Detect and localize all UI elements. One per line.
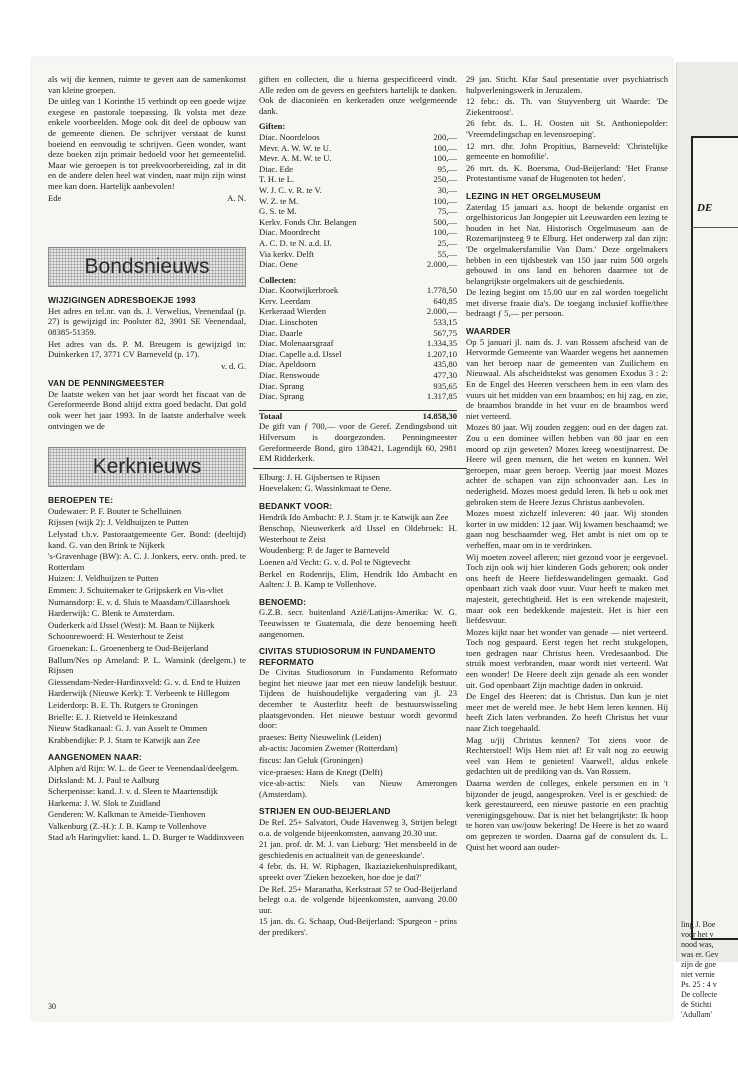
list-item: Ballum/Nes op Ameland: P. L. Wansink (deelgem.) te Rijssen	[48, 654, 246, 676]
table-row	[259, 227, 457, 238]
paragraph: G.Z.B. secr. buitenland Azië/Latijns-Amerika: W. G. Teeuwissen te Guatemala, die deze benoeming heeft aangenomen.	[259, 607, 457, 639]
gift-name: Diac. Noordeloos	[259, 131, 320, 142]
table-row	[259, 359, 457, 370]
table-row	[259, 132, 457, 143]
paragraph: 12 febr.: ds. Th. van Stuyvenberg uit Waarde: 'De Ziekentroost'.	[466, 96, 668, 117]
gift-amount: 100,—	[433, 195, 457, 206]
paragraph: 15 jan. ds. G. Schaap, Oud-Beijerland: 'Spurgeon - prins der predikers'.	[259, 916, 457, 937]
gift-amount: 25,—	[437, 237, 457, 248]
collecte-name: Diac. Kootwijkerbroek	[259, 285, 339, 296]
paragraph: De Engel des Heeren: dat is Christus. Dan kun je niet meer met de wereld mee. Je hebt Hem leren kennen. Hij heeft Zich laten verbranden. Zo heeft Christus het vuur naar Zich toegehaald.	[466, 691, 668, 734]
collecte-name: Diac. Apeldoorn	[259, 359, 316, 370]
collecten-table	[259, 285, 457, 421]
total-row	[259, 410, 457, 421]
adjacent-page-frame	[691, 136, 738, 940]
collecte-name: Diac. Linschoten	[259, 317, 318, 328]
paragraph: 26 febr. ds. L. H. Oosten uit St. Anthoniepolder: 'Vreemdelingschap en levensroeping'.	[466, 118, 668, 139]
paragraph: Mozes moest zichzelf inleveren: 40 jaar. Wij stonden korter in uw midden: 12 jaar. Wij kwamen beschaamd; we gaan nog beschaamder weg. Het ambt is niet om op te verheffen, maar om in te verdrinken.	[466, 508, 668, 550]
table-row	[259, 259, 457, 270]
table-row	[259, 381, 457, 392]
paragraph: De Civitas Studiosorum in Fundamento Reformato begint het nieuwe jaar met een nieuw landelijk bestuur. Tijdens de huishoudelijke vergadering van jl. 23 december te Austerlitz heeft de bestuurswisseling plaatsgevonden. Het nieuwe bestuur wordt gevormd door:	[259, 667, 457, 731]
paragraph: 29 jan. Sticht. Kfar Saul presentatie over psychiatrisch hulpverleningswerk in Jeruzalem.	[466, 74, 668, 95]
total-amount: 14.858,30	[407, 410, 457, 421]
gift-name: T. H. te L.	[259, 174, 295, 185]
paragraph: Wij moeten zoveel afleren; niet gezond voor je eergevoel. Toch zijn ook wij hier kinderen Gods geboren; ook onder ons heeft de Heere liefdeswandelingen gemaakt. God openbaart zich vaak door vuur. Vuur heeft te maken met majesteit, gerechtigheid. Het is een wrekende majesteit, maar ook een bedekkende majesteit. Het is hier een liefdesvuur.	[466, 551, 668, 626]
list-item: Nieuw Stadkanaal: G. J. van Asselt te Ommen	[48, 723, 208, 734]
list-item: Loenen a/d Vecht: G. v. d. Pol te Nigtevecht	[259, 556, 411, 567]
table-row	[259, 285, 457, 296]
collecte-name: Diac. Sprang	[259, 391, 304, 402]
paragraph: Zaterdag 15 januari a.s. hoopt de bekende organist en orgelhistoricus Jan Jongepier uit Leeuwarden een lezing te houden in het Nat. Historisch Orgelmuseum aan de Rozemarijnsteeg 9 te Elburg. Het onderwerp zal dan zijn: 'De orgelmakersfamilie Van Dam.' Deze orgelmakers hebben in een tijdsbestek van 150 jaar ruim 500 orgels gebouwd in ons land en behoren daarmee tot de belangrijkste orgelmakers uit de geschiedenis.	[466, 201, 668, 286]
list-item: Giessendam-Neder-Hardinxveld: G. v. d. End te Huizen	[48, 676, 241, 687]
collecte-amount: 640,85	[433, 295, 457, 306]
list-item: Scherpenisse: kand. J. v. d. Sleen te Maartensdijk	[48, 786, 218, 797]
gift-amount: 250,—	[433, 174, 457, 185]
gift-name: Via kerkv. Delft	[259, 248, 315, 259]
section-heading: AANGENOMEN NAAR:	[48, 752, 142, 763]
gift-name: Mevr. A. M. W. te U.	[259, 153, 332, 164]
list-item: Woudenberg: P. de Jager te Barneveld	[259, 545, 390, 556]
collecte-amount: 935,65	[433, 380, 457, 391]
paragraph: Op 5 januari jl. nam ds. J. van Rossem afscheid van de Hervormde Gemeente van Waarder wegens het aannemen van het beroep naar de gemeenten van Zuilichem en Nieuwaal. Als afscheidstekst was genomen Exodus 3 : 2: En de Engel des Heeren verscheen hem in een vlam des vuurs uit het midden van een braambos; en hij zag, en zie, de braambos brandde in het vuur en de braambos werd niet verteerd.	[466, 336, 668, 421]
column-1	[48, 74, 246, 844]
list-item: fiscus: Jan Geluk (Groningen)	[259, 755, 363, 766]
collecte-amount: 1.207,10	[426, 348, 457, 359]
list-item: Berkel en Rodenrijs, Elim, Hendrik Ido Ambacht en Aalten: J. B. Kamp te Vollenhove.	[259, 568, 457, 590]
list-item: Leiderdorp: B. E. Th. Rutgers te Groningen	[48, 699, 198, 710]
gift-amount: 100,—	[433, 227, 457, 238]
table-row	[259, 249, 457, 260]
paragraph: Het adres van ds. P. M. Breugem is gewijzigd in: Duinkerken 17, 3771 CV Barneveld (p. 17).	[48, 338, 246, 360]
collecte-amount: 1.778,50	[426, 285, 457, 296]
adjacent-page-header: DE	[697, 202, 713, 214]
list-item: Genderen: W. Kalkman te Ameide-Tienhoven	[48, 809, 206, 820]
collecte-amount: 2.000,—	[426, 306, 457, 317]
signature-initials: v. d. G.	[221, 360, 246, 371]
list-heading: Giften:	[259, 121, 286, 132]
table-row	[259, 338, 457, 349]
list-item: Harkema: J. W. Slok te Zuidland	[48, 797, 161, 808]
list-item: Valkenburg (Z.-H.): J. B. Kamp te Vollenhove	[48, 820, 207, 831]
paragraph: Daarna werden de colleges, enkele personen en in 't bijzonder de jeugd, aangesproken. Veel is er geschied: de kerk gerestaureerd, een nieuwe pastorie en een prachtig verenigingsgebouw. Dat is niet het belangrijkste: Ik hoop te horen van uw/jouw bekering! De Heere is het zo waard om geprezen te worden. Daarna gaf de consulent ds. L. Quist het woord aan ouder-	[466, 778, 668, 852]
gift-amount: 500,—	[433, 216, 457, 227]
list-item: vice-ab-actis: Niels van Nieuw Amerongen (Amsterdam).	[259, 778, 457, 799]
collecte-name: Kerkeraad Wierden	[259, 306, 327, 317]
section-banner-kerknieuws	[48, 447, 246, 487]
list-item: Ouderkerk a/d IJssel (West): M. Baan te Nijkerk	[48, 619, 215, 630]
collecte-amount: 1.334,35	[426, 338, 457, 349]
gift-amount: 100,—	[433, 153, 457, 164]
gift-name: G. S. te M.	[259, 206, 297, 217]
table-row	[259, 217, 457, 228]
list-item: Huizen: J. Veldhuijzen te Putten	[48, 573, 159, 584]
list-item: Emmen: J. Schuitemaker te Grijpskerk en Vis-vliet	[48, 585, 224, 595]
paragraph: 26 mrt. ds. K. Boersma, Oud-Beijerland: 'Het Franse Protestantisme vanaf de Hugenoten tot heden'.	[466, 162, 668, 184]
giften-table	[259, 132, 457, 270]
gift-amount: 100,—	[433, 142, 457, 153]
list-item: Krabbendijke: P. J. Stam te Katwijk aan Zee	[48, 734, 201, 745]
table-row	[259, 296, 457, 307]
gift-amount: 75,—	[437, 206, 457, 217]
section-heading: WAARDER	[466, 326, 511, 337]
collecte-name: Diac. Renswoude	[259, 370, 320, 381]
table-row	[259, 370, 457, 381]
paragraph: Mozes kijkt naar het wonder van genade — niet verteerd. Toch nog gespaard. Eerst tegen het recht stukgelopen, toen gedragen naar Christus heen. Vredesaanbod. Die struik moest verbranden, maar wordt niet verteerd. Wat een wonder! De Heere deelt zijn genade als een wonder uit. God openbaart Zijn machtige daden in onkruid.	[466, 626, 668, 690]
gift-name: Kerkv. Fonds Chr. Belangen	[259, 216, 357, 227]
list-item: Rijssen (wijk 2): J. Veldhuijzen te Putten	[48, 517, 189, 528]
section-banner-bondsnieuws	[48, 247, 246, 287]
list-item: Oudewater: P. F. Bouter te Schelluinen	[48, 505, 182, 516]
section-heading: WIJZIGINGEN ADRESBOEKJE 1993	[48, 295, 196, 306]
gift-name: W. J. C. v. R. te V.	[259, 184, 322, 195]
collecte-amount: 477,30	[433, 370, 457, 381]
list-item: Alphen a/d Rijn: W. L. de Geer te Veenendaal/deelgem.	[48, 762, 239, 773]
table-row	[259, 174, 457, 185]
list-item: Harderwijk (Nieuwe Kerk): T. Verbeenk te Hillegom	[48, 688, 230, 699]
paragraph: Mozes 80 jaar. Wij zouden zeggen: oud en der dagen zat. Zou u een dominee willen hebben van 80 jaar en een moord op zijn geweten? Mozes kreeg woestijnarrest. De Heere wil geen mensen, die het weten en kunnen. Wel geroepen, maar geen beroep. Veertig jaar moest Mozes achter de schapen van zijn schoonvader aan. Les in nederigheid. Mozes moest geduld leren. Ik heb u ook met gebroken stem de Heere Jezus Christus aanbevolen.	[466, 422, 668, 507]
list-item: 's-Gravenhage (BW): A. C. J. Jonkers, eerv. onth. pred. te Rotterdam	[48, 551, 246, 572]
collecte-amount: 533,15	[433, 317, 457, 328]
column-2	[259, 74, 457, 939]
list-item: Lelystad t.b.v. Pastoraatgemeente Ger. Bond: (deeltijd) kand. G. van den Brink te Nijkerk	[48, 529, 246, 550]
table-row	[259, 306, 457, 317]
table-row	[259, 196, 457, 207]
collecte-name: Diac. Capelle a.d. IJssel	[259, 348, 342, 359]
collecte-amount: 567,75	[433, 327, 457, 338]
section-heading: BEROEPEN TE:	[48, 495, 114, 506]
table-row	[259, 317, 457, 328]
gift-amount: 55,—	[437, 248, 457, 259]
list-item: Benschop, Nieuwerkerk a/d IJssel en Oldebroek: H. Westerhout te Zeist	[259, 523, 457, 544]
paragraph: Het adres en tel.nr. van ds. J. Verwelius, Veenendaal (p. 27) is gewijzigd in: Poolster 82, 3901 SE Veenendaal, 08385-51359.	[48, 305, 246, 337]
section-heading: LEZING IN HET ORGELMUSEUM	[466, 190, 601, 201]
paragraph: De Ref. 25+ Salvatori, Oude Havenweg 3, Strijen belegt o.a. de volgende bijeenkomsten, aanvang 20.30 uur.	[259, 817, 457, 838]
paragraph: giften en collecten, die u hierna gespecificeerd vindt. Alle reden om de gevers en geefsters hartelijk te danken. Ook de diaconieën en kerkeraden onze welgemeende dank.	[259, 74, 457, 116]
section-heading: STRIJEN EN OUD-BEIJERLAND	[259, 806, 391, 817]
paragraph: 21 jan. prof. dr. M. J. van Lieburg: 'Het mensbeeld in de geschiedenis en actualiteit van de geneeskunde'.	[259, 839, 457, 860]
section-heading: BEDANKT VOOR:	[259, 500, 333, 511]
gift-amount: 30,—	[437, 184, 457, 195]
list-item: vice-praeses: Hans de Knegt (Delft)	[259, 766, 383, 777]
paragraph: De gift van ƒ 700,— voor de Geref. Zendingsbond uit Hilversum is doorgezonden. Penningmeester Gereformeerde Bond, giro 138421, Lagendijk 60, 2981 EM Ridderkerk.	[259, 421, 457, 464]
gift-name: A. C. D. te N. a.d. IJ.	[259, 237, 332, 248]
paragraph: De laatste weken van het jaar wordt het fiscaat van de Gereformeerde Bond altijd extra goed bedacht. Dat gold ook weer het jaar 1993. In de laatste anderhalve week ontvingen we de	[48, 388, 246, 431]
gift-name: Diac. Moordrecht	[259, 227, 321, 238]
gift-amount: 200,—	[433, 131, 457, 142]
paragraph: Mag u/jij Christus kennen? Tot ziens voor de Rechterstoel! Wijs Hem niet af! Er valt nog zo eeuwig veel van Hem te genieten! Vaarwel!, aldus enkele gedachten uit de prediking van ds. Van Rossem.	[466, 734, 668, 777]
gift-name: Diac. Ede	[259, 163, 293, 174]
collecte-name: Diac. Sprang	[259, 380, 304, 391]
page-number: 30	[48, 1002, 56, 1011]
list-item: Stad a/h Haringvliet: kand. L. D. Burger te Waddinxveen	[48, 832, 244, 843]
list-item: Brielle: E. J. Rietveld te Heinkeszand	[48, 711, 178, 722]
table-row	[259, 153, 457, 164]
collecte-amount: 435,80	[433, 359, 457, 370]
gift-name: W. Z. te M.	[259, 195, 299, 206]
signature-initials: A. N.	[227, 192, 246, 203]
list-item: Elburg: J. H. Gijsbertsen te Rijssen	[259, 471, 380, 482]
column-3	[466, 74, 668, 853]
section-heading: VAN DE PENNINGMEESTER	[48, 378, 165, 389]
divider	[253, 468, 467, 469]
list-item: Dirksland: M. J. Paul te Aalburg	[48, 774, 160, 785]
section-heading: BENOEMD:	[259, 596, 307, 607]
banner-title: Bondsnieuws	[84, 254, 210, 278]
gift-amount: 95,—	[437, 163, 457, 174]
table-row	[259, 349, 457, 360]
list-item: Numansdorp: E. v. d. Sluis te Maasdam/Cillaarshoek	[48, 596, 231, 607]
paragraph: 4 febr. ds. H. W. Riphagen, Ikaziaziekenhuispredikant, spreekt over 'Zieken bezoeken, hoe doe je dat?'	[259, 861, 457, 882]
total-label: Totaal	[259, 410, 407, 421]
adjacent-page-text: ling J. Boe voor het v nood was, was er. Gev zijn de goe niet vernie Ps. 25 : 4 v De collecte de Stichti 'Adullam'	[681, 920, 719, 1019]
collecte-name: Diac. Molenaarsgraaf	[259, 338, 334, 349]
table-row	[259, 391, 457, 402]
list-item: Harderwijk: C. Blenk te Amsterdam.	[48, 608, 175, 619]
gift-name: Mevr. A. W. W. te U.	[259, 142, 332, 153]
paragraph: als wij die kennen, ruimte te geven aan de samenkomst van kleine groepen.	[48, 74, 246, 95]
signature-line	[48, 193, 246, 204]
divider	[691, 227, 738, 228]
paragraph: 12 mrt. dhr. John Propitius, Barneveld: 'Christelijke gemeente en homofilie'.	[466, 140, 668, 162]
list-item: Hoevelaken: G. Wassinkmaat te Oene.	[259, 483, 392, 494]
collecte-name: Kerv. Leerdam	[259, 295, 311, 306]
table-row	[259, 185, 457, 196]
banner-title: Kerknieuws	[92, 454, 202, 478]
list-item: praeses: Betty Nieuwelink (Leiden)	[259, 731, 382, 742]
list-heading: Collecten:	[259, 274, 297, 285]
table-row	[259, 164, 457, 175]
collecte-amount: 1.317,85	[426, 391, 457, 402]
signature-place: Ede	[48, 192, 62, 203]
section-heading: CIVITAS STUDIOSORUM IN FUNDAMENTO REFORMATO	[259, 646, 436, 667]
collecte-name: Diac. Daarle	[259, 327, 303, 338]
table-row	[259, 238, 457, 249]
list-item: Groenekan: L. Groenenberg te Oud-Beijerland	[48, 642, 209, 653]
paragraph: De Ref. 25+ Maranatha, Kerkstraat 57 te Oud-Beijerland belegt o.a. de volgende bijeenkomsten, aanvang 20.00 uur.	[259, 883, 457, 915]
list-item: Schoonrewoerd: H. Westerhout te Zeist	[48, 631, 184, 642]
adjacent-page-edge	[676, 62, 738, 1019]
table-row	[259, 206, 457, 217]
list-item: Hendrik Ido Ambacht: P. J. Stam jr. te Katwijk aan Zee	[259, 511, 449, 522]
paragraph: De uitleg van 1 Korinthe 15 verbindt op een goede wijze exegese en pastorale toepassing. Ik volsta met deze enkele voorbeelden. Moge ook dit deel de opbouw van de gemeente dienen. De schrijver verstaat de kunst boeiend en eenvoudig te schrijven. Geen wonder, want deze boeken zijn primair bedoeld voor het gemeentelid. Maar wie geroepen is tot preekvoorbereiding, zal in dit en de andere delen heel wat vinden, naar mijn zijn winst mee kan doen. Hartelijk aanbevolen!	[48, 96, 246, 191]
table-row	[259, 143, 457, 154]
list-item: ab-actis: Jacomien Zwemer (Rotterdam)	[259, 743, 398, 754]
gift-name: Diac. Oene	[259, 259, 298, 270]
table-row	[259, 328, 457, 339]
gift-amount: 2.000,—	[426, 259, 457, 270]
paragraph: De lezing begint om 15.00 uur en zal worden toegelicht met diverse fraaie dia's. De toegang inclusief koffie/thee bedraagt ƒ 5,— per persoon.	[466, 287, 668, 319]
